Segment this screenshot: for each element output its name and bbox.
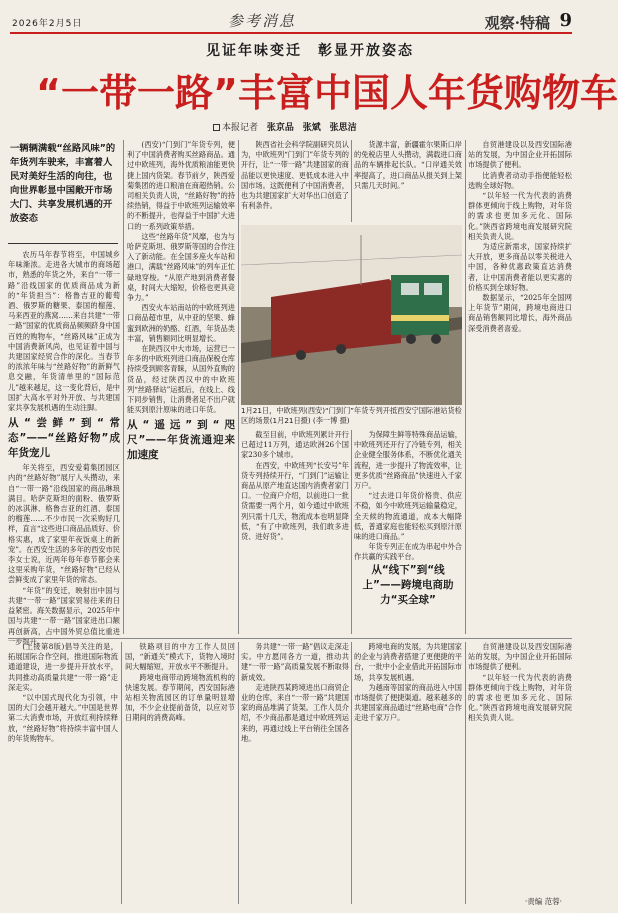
- section-name: 观察·特稿: [484, 14, 550, 32]
- editor-note: ·责编 范蓉·: [524, 897, 562, 906]
- paragraph: 比消费者动动手指便能轻松选购全球好物。: [468, 170, 572, 190]
- paragraph: 跨境电商的发展，为共建国家的企业与消费者搭建了更便捷的平台，一批中小企业借此开拓国际市场，共享发展机遇。: [354, 642, 462, 682]
- paragraph: 为保障生鲜等特殊商品运输，中欧班列还开行了冷链专列，相关企业健全服务体系，不断优化通关流程，进一步提升了物流效率，让更多优质“丝路商品”快速进入千家万户。: [354, 430, 462, 491]
- column-2: [127, 140, 235, 634]
- freight-train-image: [241, 225, 462, 405]
- column-5: [468, 140, 572, 634]
- paragraph: 走进陕西某跨境进出口商贸企业的仓库，来自“一带一路”共建国家的商品堆满了货架。工作人员介绍，不少商品都是通过中欧班列运来的，再通过线上平台销往全国各地。: [241, 682, 349, 743]
- lead-text: 一辆辆满载“丝路风味”的年货列车驶来，丰富着人民对美好生活的向往，也向世界彰显中国敞开市场大门、共享发展机遇的开放姿态: [10, 143, 116, 224]
- kicker: [150, 40, 470, 60]
- paragraph: “过去进口年货价格贵、供应不稳，如今中欧班列运输量稳定，全天候的物流通道，成本大幅降低，普通家庭也能轻松买到原汁原味的进口商品。”: [354, 491, 462, 542]
- paragraph: (上接第8版)倡导关注的是，拓展国际合作空间，推进国际物流通道建设，进一步提升开放水平，共同推动高质量共建“一带一路”走深走实。: [8, 642, 118, 692]
- author-1: 张京品: [266, 123, 294, 133]
- paragraph: 跨境电商带动跨境物流机构的快速发展。春节期间，西安国际港站相关物流园区的订单量明显增加，不少企业提前备货，以应对节日期间的消费高峰。: [125, 672, 235, 723]
- column-3-bottom: [241, 430, 349, 634]
- bottom-column-1: [8, 642, 118, 904]
- paragraph: 为适应新需求，国家持续扩大开放，更多商品以零关税进入中国，各种优惠政策直达消费者，让中国消费者能以更实惠的价格买到全球好物。: [468, 242, 572, 292]
- paragraph: 在西安，中欧班列“长安号”年货专列持续开行，“门到门”运输让商品从原产地直达国内消费者家门口。一位商户介绍，以前进口一批货需要一两个月，如今通过中欧班列只需十几天，物流成本也明显降低，“有了中欧班列，我们敢多进货、进好货”。: [241, 460, 349, 542]
- kicker-left: 见证年味变迁: [206, 43, 302, 59]
- bottom-column-3: [241, 642, 349, 904]
- byline: 本报记者 张京品 张斌 张思洁: [213, 120, 357, 133]
- paragraph: 陕西省社会科学院副研究员认为，中欧班列“门到门”年货专列的开行，让“一带一路”共建国家的商品能以更快速度、更低成本进入中国市场。这既便利了中国消费者，也为共建国家扩大对华出口创造了有利条件。: [241, 140, 349, 211]
- author-2: 张斌: [302, 123, 321, 133]
- column-3-top: [241, 140, 349, 222]
- page-header: [10, 8, 572, 34]
- paragraph: 这些“丝路年货”风靡，也为与哈萨克斯坦、俄罗斯等国的合作注入了新动能。在全国多座火车站和港口，满载“丝路风味”的列车正忙碌地穿梭。“从原产地到消费者餐桌，时间大大缩短，价格也更具竞争力。”: [127, 231, 235, 303]
- paragraph: 截至目前，中欧班列累计开行已超过11万列，通达欧洲26个国家230多个城市。: [241, 430, 349, 460]
- bottom-column-4: [354, 642, 462, 904]
- paragraph: “以年轻一代为代表的消费群体更倾向于线上购物，对年货的需求也更加多元化、国际化。”陕西省跨境电商发展研究院相关负责人说。: [468, 672, 572, 723]
- paragraph: 自贸港建设以及西安国际港站的发展，为中国企业开拓国际市场提供了便利。: [468, 140, 572, 170]
- kicker-right: 彰显开放姿态: [318, 43, 414, 59]
- bottom-column-2: [125, 642, 235, 904]
- paragraph: 数据显示，“2025年全国网上年货节”期间，跨境电商进口商品销售额同比增长，海外商品深受消费者喜爱。: [468, 293, 572, 333]
- byline-box-icon: [213, 124, 220, 131]
- paragraph: 自贸港建设以及西安国际港站的发展，为中国企业开拓国际市场提供了便利。: [468, 642, 572, 672]
- paragraph: 在陕西汉中大市场，运营已一年多的中欧班列进口商品保税仓库持续受到顾客青睐，从国外直购的货品，经过陕西汉中的中欧班列“丝路驿站”运抵后，在线上、线下同步销售，让消费者足不出户就能买到原汁原味的进口年货。: [127, 344, 235, 415]
- page-number: 9: [559, 10, 572, 31]
- subhead-2: 从“遥远”到“咫尺”——年货流通迎来加速度: [127, 419, 235, 462]
- paragraph: 西安火车站南站的中欧班列进口商品超市里，从中亚的坚果、蜂蜜到欧洲的奶酪、红酒，年货品类丰富，销售额同比明显增长。: [127, 303, 235, 343]
- paragraph: 务共建“一带一路”倡议走深走实。中方愿同各方一道，推动共建“一带一路”高质量发展不断取得新成效。: [241, 642, 349, 682]
- paper-name: 参考消息: [228, 12, 297, 30]
- paragraph: “以中国式现代化为引领，中国的大门会越开越大。”中国是世界第二大消费市场，开放红利持续释放，“丝路好物”将持续丰富中国人的年货购物车。: [8, 693, 118, 743]
- photo-caption: 1月21日，中欧班列(西安)“门到门”年货专列开抵西安宁国际港站货检区的场景(1月21日摄) (李一博 摄): [241, 406, 462, 425]
- column-4-top: [354, 140, 462, 222]
- issue-date: 2026年2月5日: [12, 19, 83, 29]
- bottom-column-5: [468, 642, 572, 892]
- paragraph: 铁路项目的中方工作人员回国，“新通关”模式下，货物入境时间大幅缩短，开放水平不断提升。: [125, 642, 235, 672]
- author-3: 张思洁: [329, 123, 357, 133]
- paragraph: 货源丰富，新疆霍尔果斯口岸的免税店里人头攒动，满载进口商品的车辆排起长队。“口岸通关效率提高了，进口商品从报关到上架只需几天时间。”: [354, 140, 462, 190]
- paragraph: “以年轻一代为代表的消费群体更倾向于线上购物，对年货的需求也更加多元化、国际化。”陕西省跨境电商发展研究院相关负责人说。: [468, 191, 572, 241]
- headline: “一带一路”丰富中国人年货购物车: [36, 71, 618, 115]
- subhead-1: 从“尝鲜”到“常态”——“丝路好物”成年货宠儿: [8, 417, 120, 460]
- paragraph: “年货”的变迁，映射出中国与共建“一带一路”国家贸易往来的日益紧密。海关数据显示，2025年中国与共建“一带一路”国家进出口额再创新高，占中国外贸总值比重进一步提升。: [8, 585, 120, 646]
- paragraph: 年货专列正在成为串起中外合作共赢的实践平台。: [354, 542, 462, 562]
- paragraph: 农历马年春节将至，中国城乡年味渐浓。走进各大城市的商场超市，熟悉的年货之外，来自“一带一路”沿线国家的优质商品成为新的“年货担当”：格鲁吉亚的葡萄酒、俄罗斯的糖果、泰国的榴莲、马来西亚的燕窝……来自共建“一带一路”国家的优质商品频频跻身中国百姓的购物车，“丝路风味”正成为中国消费新风尚，也见证着中国与共建国家经贸合作的深化。当春节的浓浓年味与“丝路好物”的新鲜气息交融，年货清单里的“国际范儿”越来越足，这一变化背后，是中国扩大高水平对外开放、与共建国家共享发展机遇的生动注脚。: [8, 250, 120, 413]
- subhead-3: 从“线下”到“线上”——跨境电商助力“买全球”: [362, 563, 454, 606]
- paragraph: 年关将至，西安爱菊集团园区内的“丝路好物”展厅人头攒动，来自“一带一路”沿线国家的商品琳琅满目。哈萨克斯坦的面粉、俄罗斯的冰淇淋、格鲁吉亚的红酒、泰国的榴莲……不少市民一次采购好几样，直言“这些进口商品品质好、价格实惠，成了家里年夜饭桌上的新宠”。在西安生活的多年的西安市民李女士说，近两年每年春节都会来这里采购年货，“丝路好物”已经从尝鲜变成了家里年货的常态。: [8, 463, 120, 585]
- paragraph: (西安)“门到门”年货专列，便利了中国消费者购买丝路商品。通过中欧班列，海外优质粮油能更快捷上国内货架。春节前夕，陕西爱菊集团的进口粮油在商超热销。公司相关负责人说，“丝路好物”的持续热销，得益于中欧班列运输效率的不断提升，也得益于中国扩大进口的一系列政策举措。: [127, 140, 235, 231]
- column-1: [8, 250, 120, 646]
- lead-box: [8, 140, 118, 244]
- paragraph: 为越南等国家的商品进入中国市场提供了便捷渠道。越来越多的共建国家商品通过“丝路电商”合作走进千家万户。: [354, 682, 462, 723]
- train-photo: [241, 225, 462, 405]
- column-4-bottom: [354, 430, 462, 634]
